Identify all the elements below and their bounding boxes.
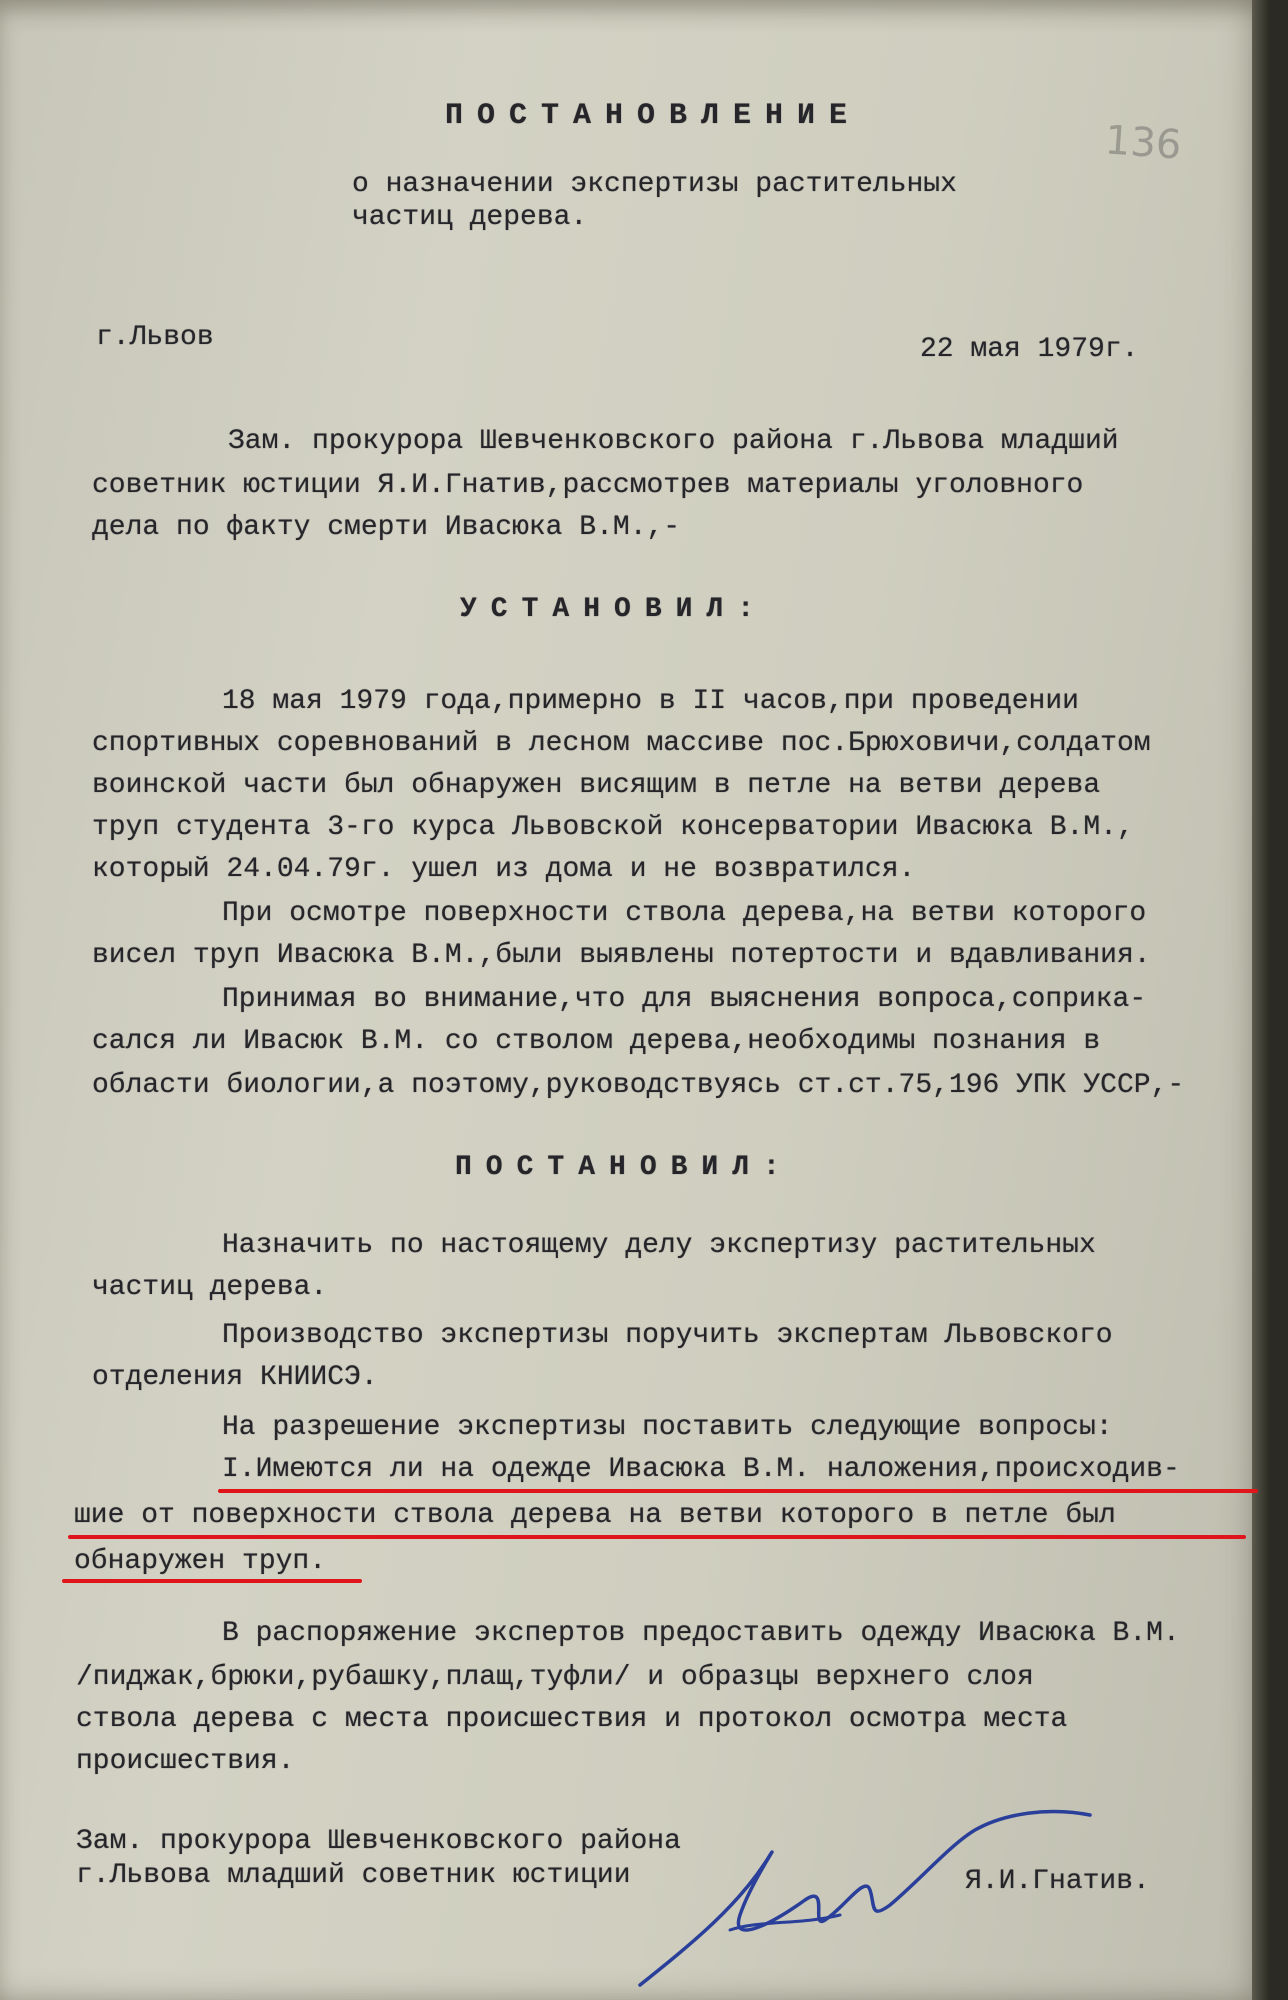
intro-line-1: Зам. прокурора Шевченковского района г.Львова младший [228,426,1119,457]
document-title: ПОСТАНОВЛЕНИЕ [445,99,862,133]
red-underline-3 [62,1579,362,1583]
resolved-line-12: происшествия. [76,1746,295,1777]
established-line-10: области биологии,а поэтому,руководствуясь ст.ст.75,196 УПК УССР,- [92,1070,1185,1101]
subtitle-line-2: частиц дерева. [352,202,588,233]
city: г.Львов [96,322,214,353]
intro-line-2: советник юстиции Я.И.Гнатив,рассмотрев материалы уголовного [92,470,1084,501]
resolved-line-2: частиц дерева. [92,1272,328,1303]
sheet-edge-shadow [1252,0,1270,2000]
subtitle-line-1: о назначении экспертизы растительных [352,169,957,200]
handwritten-signature [630,1795,1100,1995]
red-underline-1 [218,1489,1258,1493]
established-line-5: который 24.04.79г. ушел из дома и не возвратился. [92,854,916,885]
established-line-9: сался ли Ивасюк В.М. со стволом дерева,необходимы познания в [92,1026,1101,1057]
established-line-6: При осмотре поверхности ствола дерева,на ветви которого [222,898,1147,929]
heading-resolved: ПОСТАНОВИЛ: [455,1152,794,1183]
signature-title-line-2: г.Львова младший советник юстиции [76,1860,631,1891]
question-1-line-2: шие от поверхности ствола дерева на ветви которого в петле был [74,1500,1116,1531]
heading-established: УСТАНОВИЛ: [460,594,769,625]
resolved-line-9: В распоряжение экспертов предоставить одежду Ивасюка В.М. [222,1618,1180,1649]
resolved-line-11: ствола дерева с места происшествия и протокол осмотра места [76,1704,1068,1735]
red-underline-2 [68,1535,1246,1539]
question-1-line-3: обнаружен труп. [74,1546,327,1577]
signature-title-line-1: Зам. прокурора Шевченковского района [76,1826,681,1857]
resolved-line-5: На разрешение экспертизы поставить следующие вопросы: [222,1412,1113,1443]
established-line-4: труп студента 3-го курса Львовской консерватории Ивасюка В.М., [92,812,1134,843]
established-line-7: висел труп Ивасюка В.М.,были выявлены потертости и вдавливания. [92,940,1151,971]
page-number: 136 [1103,117,1183,169]
resolved-line-1: Назначить по настоящему делу экспертизу растительных [222,1230,1096,1261]
established-line-2: спортивных соревнований в лесном массиве пос.Брюховичи,солдатом [92,728,1151,759]
question-1-line-1: I.Имеются ли на одежде Ивасюка В.М. наложения,происходив- [222,1454,1180,1485]
document-date: 22 мая 1979г. [920,334,1139,365]
established-line-8: Принимая во внимание,что для выяснения вопроса,соприка- [222,984,1147,1015]
established-line-1: 18 мая 1979 года,примерно в II часов,при проведении [222,686,1079,717]
established-line-3: воинской части был обнаружен висящим в петле на ветви дерева [92,770,1101,801]
signatory-name: Я.И.Гнатив. [965,1866,1150,1897]
resolved-line-4: отделения КНИИСЭ. [92,1362,378,1393]
resolved-line-10: /пиджак,брюки,рубашку,плащ,туфли/ и образцы верхнего слоя [76,1662,1034,1693]
intro-line-3: дела по факту смерти Ивасюка В.М.,- [92,512,681,543]
resolved-line-3: Производство экспертизы поручить экспертам Львовского [222,1320,1113,1351]
